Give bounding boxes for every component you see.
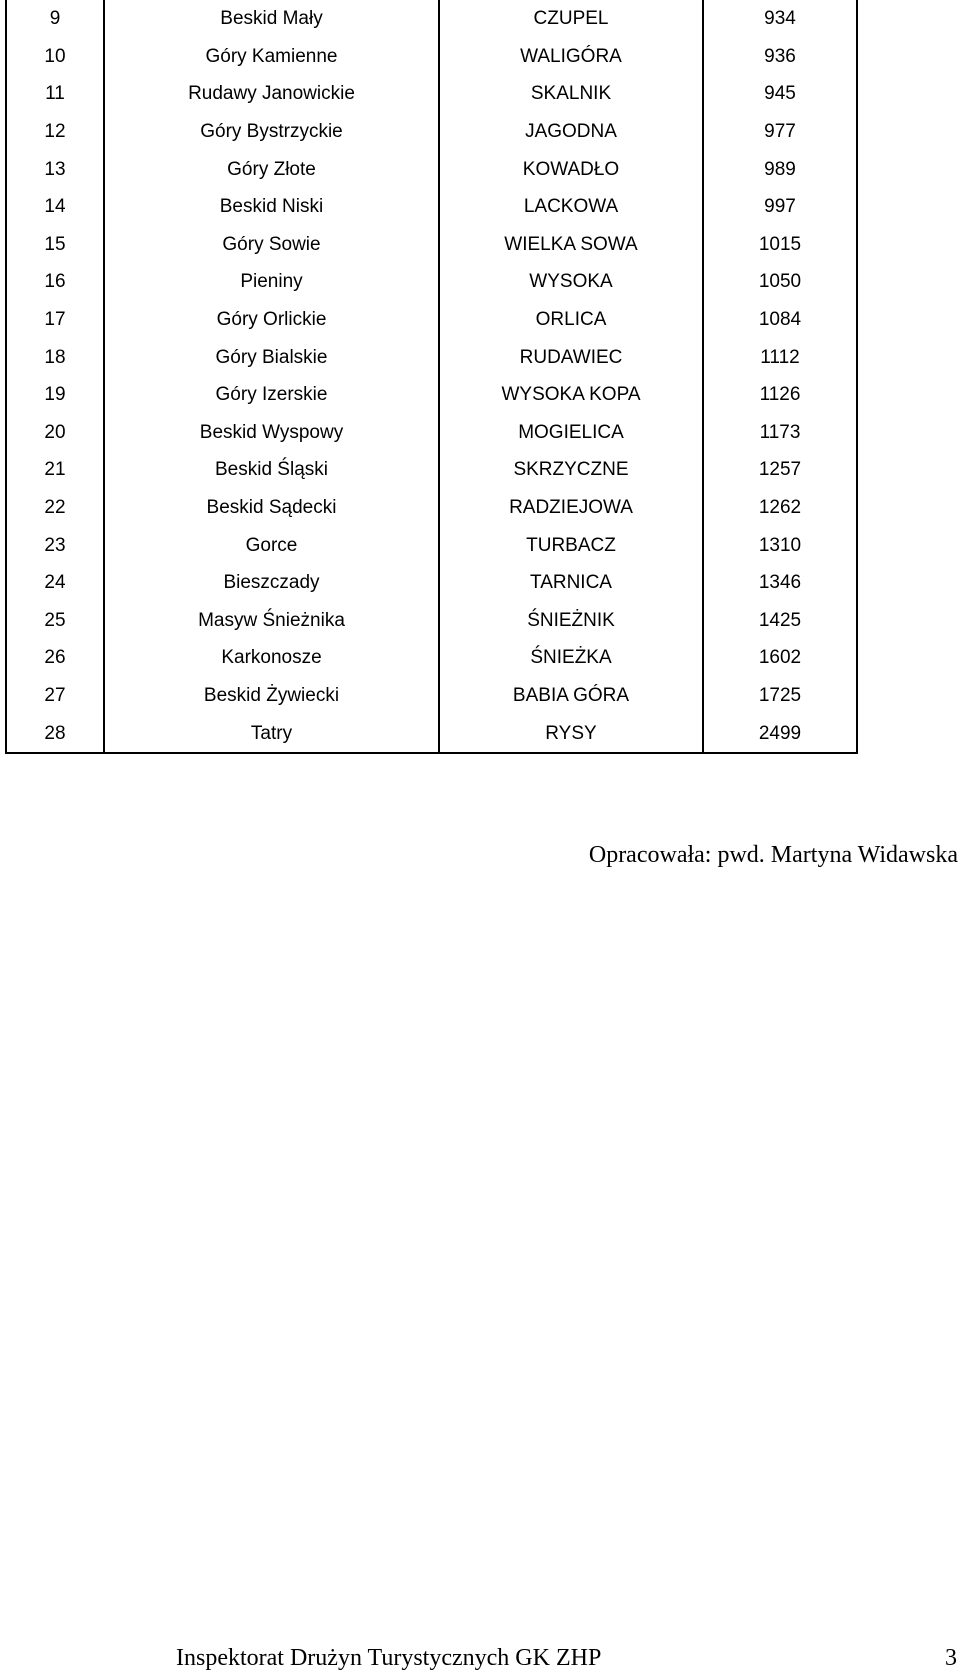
peak-name-cell: WYSOKA (439, 263, 703, 301)
peak-height-cell: 1050 (703, 263, 857, 301)
table-row (6, 714, 857, 753)
peak-height-cell: 1725 (703, 677, 857, 715)
peak-height-cell: 1173 (703, 414, 857, 452)
peak-name-cell: WYSOKA KOPA (439, 376, 703, 414)
table-row (6, 113, 857, 151)
table-row (6, 414, 857, 452)
row-number-cell: 17 (6, 301, 104, 339)
page-number: 3 (945, 1645, 957, 1671)
table-row (6, 376, 857, 414)
peak-height-cell: 1262 (703, 489, 857, 527)
peak-height-cell: 934 (703, 0, 857, 38)
peak-height-cell: 936 (703, 38, 857, 76)
row-number-cell: 13 (6, 150, 104, 188)
mountain-range-cell: Góry Bialskie (104, 338, 439, 376)
table-row (6, 489, 857, 527)
peak-name-cell: ŚNIEŻKA (439, 639, 703, 677)
mountain-range-cell: Góry Złote (104, 150, 439, 188)
row-number-cell: 28 (6, 714, 104, 753)
table-row (6, 564, 857, 602)
row-number-cell: 27 (6, 677, 104, 715)
mountain-range-cell: Beskid Mały (104, 0, 439, 38)
row-number-cell: 23 (6, 526, 104, 564)
mountain-range-cell: Beskid Śląski (104, 451, 439, 489)
table-row (6, 451, 857, 489)
row-number-cell: 10 (6, 38, 104, 76)
peak-name-cell: TURBACZ (439, 526, 703, 564)
peak-name-cell: TARNICA (439, 564, 703, 602)
table-row (6, 526, 857, 564)
mountain-range-cell: Beskid Wyspowy (104, 414, 439, 452)
peak-name-cell: MOGIELICA (439, 414, 703, 452)
peaks-table-body (6, 0, 857, 753)
mountain-range-cell: Góry Orlickie (104, 301, 439, 339)
peak-name-cell: RYSY (439, 714, 703, 753)
peak-name-cell: SKRZYCZNE (439, 451, 703, 489)
peak-height-cell: 1257 (703, 451, 857, 489)
peak-name-cell: LACKOWA (439, 188, 703, 226)
mountain-range-cell: Beskid Niski (104, 188, 439, 226)
peak-height-cell: 977 (703, 113, 857, 151)
peak-height-cell: 1015 (703, 226, 857, 264)
mountain-range-cell: Tatry (104, 714, 439, 753)
mountain-range-cell: Góry Sowie (104, 226, 439, 264)
peak-height-cell: 1084 (703, 301, 857, 339)
mountain-range-cell: Góry Bystrzyckie (104, 113, 439, 151)
table-row (6, 639, 857, 677)
peak-name-cell: ŚNIEŻNIK (439, 602, 703, 640)
row-number-cell: 11 (6, 75, 104, 113)
peak-height-cell: 997 (703, 188, 857, 226)
table-row (6, 338, 857, 376)
peak-name-cell: WIELKA SOWA (439, 226, 703, 264)
table-row (6, 226, 857, 264)
peak-height-cell: 1602 (703, 639, 857, 677)
row-number-cell: 12 (6, 113, 104, 151)
row-number-cell: 26 (6, 639, 104, 677)
mountain-range-cell: Bieszczady (104, 564, 439, 602)
row-number-cell: 21 (6, 451, 104, 489)
peak-name-cell: ORLICA (439, 301, 703, 339)
mountain-range-cell: Gorce (104, 526, 439, 564)
row-number-cell: 16 (6, 263, 104, 301)
peak-name-cell: JAGODNA (439, 113, 703, 151)
row-number-cell: 22 (6, 489, 104, 527)
footer-organization: Inspektorat Drużyn Turystycznych GK ZHP (176, 1645, 602, 1671)
table-row (6, 677, 857, 715)
peak-height-cell: 989 (703, 150, 857, 188)
mountain-range-cell: Beskid Sądecki (104, 489, 439, 527)
row-number-cell: 18 (6, 338, 104, 376)
peak-name-cell: WALIGÓRA (439, 38, 703, 76)
mountain-range-cell: Karkonosze (104, 639, 439, 677)
mountain-range-cell: Beskid Żywiecki (104, 677, 439, 715)
mountain-range-cell: Pieniny (104, 263, 439, 301)
peak-height-cell: 1310 (703, 526, 857, 564)
row-number-cell: 19 (6, 376, 104, 414)
row-number-cell: 15 (6, 226, 104, 264)
peak-name-cell: CZUPEL (439, 0, 703, 38)
table-row (6, 150, 857, 188)
mountain-range-cell: Góry Izerskie (104, 376, 439, 414)
peak-height-cell: 1425 (703, 602, 857, 640)
peaks-table (5, 0, 858, 754)
row-number-cell: 24 (6, 564, 104, 602)
row-number-cell: 14 (6, 188, 104, 226)
row-number-cell: 25 (6, 602, 104, 640)
mountain-range-cell: Góry Kamienne (104, 38, 439, 76)
peak-name-cell: BABIA GÓRA (439, 677, 703, 715)
table-row (6, 263, 857, 301)
peak-height-cell: 2499 (703, 714, 857, 753)
row-number-cell: 20 (6, 414, 104, 452)
peak-name-cell: SKALNIK (439, 75, 703, 113)
table-row (6, 301, 857, 339)
peak-height-cell: 1346 (703, 564, 857, 602)
peak-height-cell: 945 (703, 75, 857, 113)
peak-name-cell: RADZIEJOWA (439, 489, 703, 527)
author-credit: Opracowała: pwd. Martyna Widawska (588, 842, 958, 868)
peak-name-cell: RUDAWIEC (439, 338, 703, 376)
row-number-cell: 9 (6, 0, 104, 38)
mountain-range-cell: Rudawy Janowickie (104, 75, 439, 113)
table-row (6, 188, 857, 226)
peak-height-cell: 1112 (703, 338, 857, 376)
table-row (6, 602, 857, 640)
table-row (6, 0, 857, 38)
peak-name-cell: KOWADŁO (439, 150, 703, 188)
table-row (6, 75, 857, 113)
peak-height-cell: 1126 (703, 376, 857, 414)
mountain-range-cell: Masyw Śnieżnika (104, 602, 439, 640)
table-row (6, 38, 857, 76)
